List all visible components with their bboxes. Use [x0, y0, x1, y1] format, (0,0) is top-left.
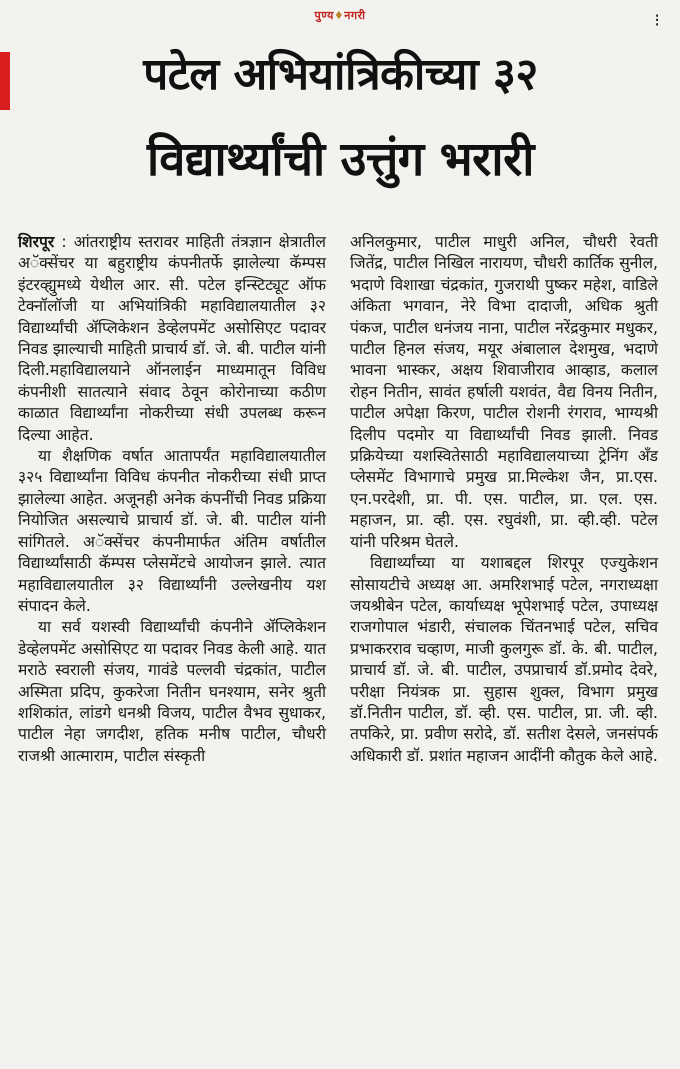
- article-paragraph-3-part-2: अनिलकुमार, पाटील माधुरी अनिल, चौधरी रेवती जितेंद्र, पाटील निखिल नारायण, चौधरी कार्तिक सुनील, भदाणे विशाखा चंद्रकांत, गुजराथी पुष्कर महेश, वाडिले अंकिता भगवान, नेरे विभा दादाजी, अधिक श्रुती पंकज, पाटील धनंजय नाना, पाटील नरेंद्रकुमार मधुकर, पाटील हिनल संजय, मयूर अंबालाल देशमुख, भदाणे भावना भास्कर, अक्षय शिवाजीराव आव्हाड, कलाल रोहन नितीन, सावंत हर्षाली यशवंत, वैद्य विनय नितीन, पाटील अपेक्षा किरण, पाटील रोशनी रंगराव, भाग्यश्री दिलीप पदमोर या विद्यार्थ्यांची निवड झाली. निवड प्रक्रियेच्या यशस्वितेसाठी महाविद्यालयाच्या ट्रेनिंग अँड प्लेसमेंट विभागाचे प्रमुख प्रा.मिल्केश जैन, प्रा.एस. एन.परदेशी, प्रा. पी. एस. पाटील, प्रा. एल. एस. महाजन, प्रा. व्ही. एस. रघुवंशी, प्रा. व्ही.व्ही. पटेल यांनी परिश्रम घेतले.: [350, 233, 658, 551]
- headline-line-2: विद्यार्थ्यांची उत्तुंग भरारी: [147, 132, 534, 187]
- article-paragraph-3-part-1: या सर्व यशस्वी विद्यार्थ्यांची कंपनीने ॲप्लिकेशन डेव्हेलपमेंट असोसिएट या पदावर निवड केली आहे. यात मराठे स्वराली संजय, गावंडे पल्लवी चंद्रकांत, पाटील अस्मिता प्रदिप, कुकरेजा नितीन घनश्याम, सनेर श्रुती शशिकांत, लांडगे धनश्री विजय, पाटील वैभव सुधाकर, पाटील नेहा जगदीश, हतिक मनीष पाटील, चौधरी राजश्री आत्माराम, पाटील संस्कृती: [18, 618, 326, 765]
- masthead-name-part2: नगरी: [344, 9, 366, 22]
- dateline-separator: :: [54, 233, 74, 251]
- paragraph-1-text: आंतराष्ट्रीय स्तरावर माहिती तंत्रज्ञान क्षेत्रातील अॅक्सेंचर या बहुराष्ट्रीय कंपनीतर्फे झालेल्या कॅम्पस इंटरव्ह्युमध्ये येथील आर. सी. पटेल इन्स्टिट्यूट ऑफ टेक्नॉलॉजी या अभियांत्रिकी महाविद्यालयातील ३२ विद्यार्थ्यांची ॲप्लिकेशन डेव्हेलपमेंट असोसिएट पदावर निवड झाल्याची माहिती प्राचार्य डॉ. जे. बी. पाटील यांनी दिली.महाविद्यालयाने ऑनलाईन माध्यमातून विविध कंपनीशी सातत्याने संवाद ठेवून कोरोनाच्या कठीण काळात विद्यार्थ्यांना नोकरीच्या संधी उपलब्ध करून दिल्या आहेत.: [18, 233, 326, 444]
- article-column-right: [350, 232, 658, 767]
- masthead-emblem-icon: ♦: [333, 9, 345, 22]
- article-paragraph-2: या शैक्षणिक वर्षात आतापर्यंत महाविद्यालयातील ३२५ विद्यार्थ्यांना विविध कंपनीत नोकरीच्या संधी प्राप्त झालेल्या आहेत. अजूनही अनेक कंपनींची निवड प्रक्रिया नियोजित असल्याचे प्राचार्य डॉ. जे. बी. पाटील यांनी सांगितले. अॅक्सेंचर कंपनीमार्फत अंतिम वर्षातील विद्यार्थ्यांसाठी कॅम्पस प्लेसमेंटचे आयोजन झाले. त्यात महाविद्यालयातील ३२ विद्यार्थ्यांनी उल्लेखनीय यश संपादन केले.: [18, 447, 326, 615]
- article-paragraph-1: [18, 232, 326, 446]
- corner-dots-icon: ⁝: [654, 10, 660, 31]
- article-column-left: [18, 232, 326, 767]
- newspaper-masthead: [0, 8, 680, 23]
- headline-line-1: पटेल अभियांत्रिकीच्या ३२: [143, 49, 538, 100]
- article-paragraph-4: विद्यार्थ्यांच्या या यशाबद्दल शिरपूर एज्युकेशन सोसायटीचे अध्यक्ष आ. अमरिशभाई पटेल, नगराध्यक्षा जयश्रीबेन पटेल, कार्याध्यक्ष भूपेशभाई पटेल, उपाध्यक्ष राजगोपाल भंडारी, संचालक चिंतनभाई पटेल, सचिव प्रभाकरराव चव्हाण, माजी कुलगुरू डॉ. के. बी. पाटील, प्राचार्य डॉ. जे. बी. पाटील, उपप्राचार्य डॉ.प्रमोद देवरे, परीक्षा नियंत्रक प्रा. सुहास शुक्ल, विभाग प्रमुख डॉ.नितीन पाटील, डॉ. व्ही. एस. पाटील, प्रा. जी. व्ही. तपकिरे, प्रा. प्रवीण सरोदे, डॉ. सतीश देसले, जनसंपर्क अधिकारी डॉ. प्रशांत महाजन आदींनी कौतुक केले आहे.: [350, 554, 658, 765]
- masthead-name-part1: पुण्य: [314, 9, 334, 22]
- dateline: शिरपूर: [18, 233, 55, 251]
- red-accent-bar: [0, 52, 10, 110]
